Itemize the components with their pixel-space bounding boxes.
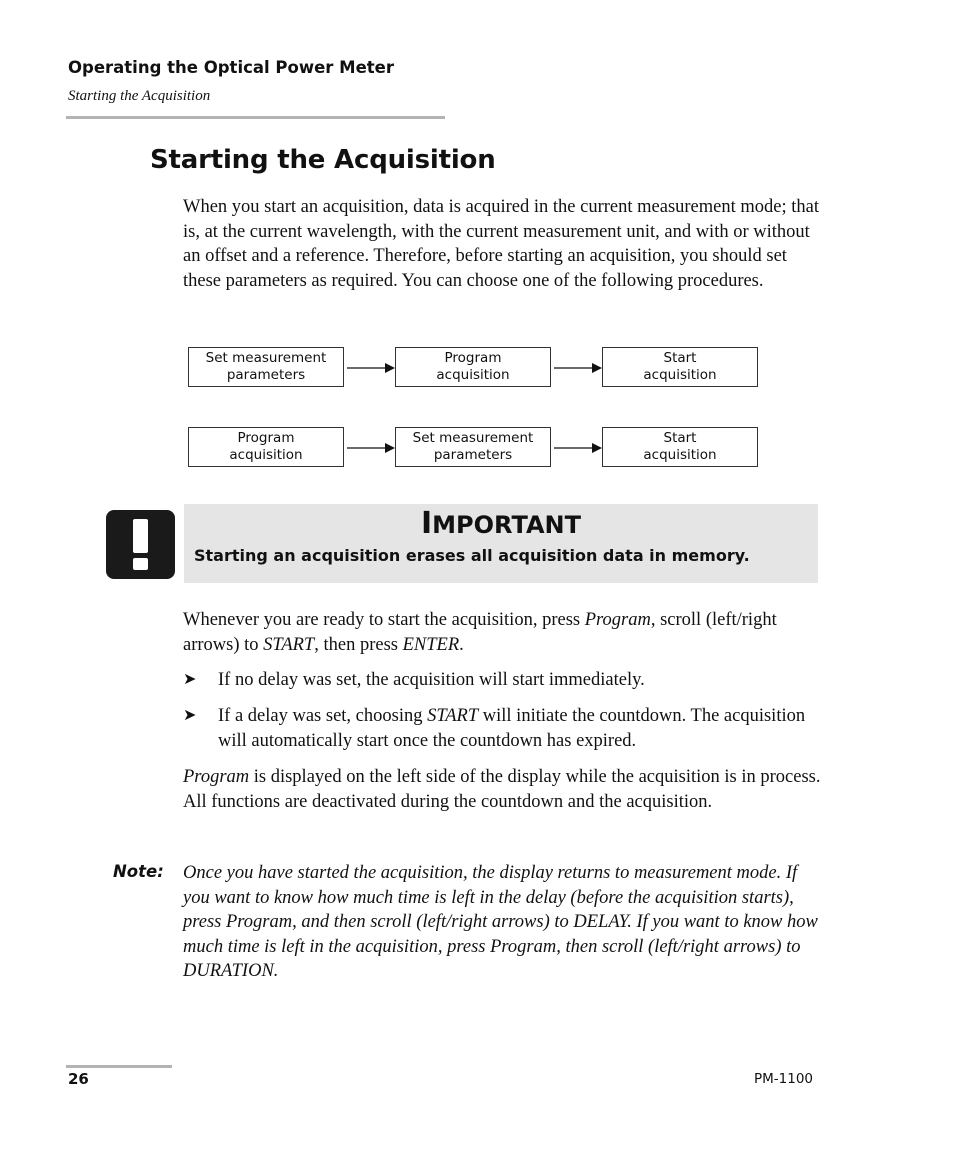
note-label: Note: <box>113 862 164 881</box>
note-text: Once you have started the acquisition, the display returns to measurement mode. If you want to know how much time is left in the delay (before the acquisition starts), press Program, and then scroll (left/right arrows) to DELAY. If you want to know how much time is left in the acquisition, press Program, then scroll (left/right arrows) to DURATION. <box>183 863 818 981</box>
arrow-bullet-icon: ➤ <box>183 671 197 688</box>
footer-rule <box>66 1065 172 1068</box>
important-title: IMPORTANT <box>421 506 581 541</box>
flow-box-set-measurement-parameters: Set measurement parameters <box>188 347 344 387</box>
flow-box-program-acquisition: Program acquisition <box>188 427 344 467</box>
important-callout <box>184 504 818 583</box>
intro-paragraph: When you start an acquisition, data is acquired in the current measurement mode; that is, at the current wavelength, with the current measurement unit, and with or without an offset and a reference. Therefore, before starting an acquisition, you should set these parameters as required. You can choose one of the following procedures. <box>183 197 819 291</box>
flow-arrow <box>554 362 602 374</box>
flow-box-program-acquisition: Program acquisition <box>395 347 551 387</box>
important-text: Starting an acquisition erases all acquisition data in memory. <box>194 546 750 565</box>
flow-arrow <box>554 442 602 454</box>
start-instructions-paragraph: Whenever you are ready to start the acquisition, press Program, scroll (left/right arrows) to START, then press ENTER. <box>183 610 777 655</box>
running-header-chapter: Operating the Optical Power Meter <box>68 58 394 77</box>
flow-box-start-acquisition: Start acquisition <box>602 427 758 467</box>
running-header-section: Starting the Acquisition <box>68 88 211 104</box>
flow-box-set-measurement-parameters: Set measurement parameters <box>395 427 551 467</box>
section-title: Starting the Acquisition <box>150 145 496 175</box>
arrow-bullet-icon: ➤ <box>183 707 197 724</box>
product-code: PM-1100 <box>754 1071 814 1087</box>
program-display-paragraph: Program is displayed on the left side of the display while the acquisition is in process. All functions are deactivated during the countdown and the acquisition. <box>183 767 821 812</box>
flow-arrow <box>347 362 395 374</box>
exclamation-icon <box>106 510 175 579</box>
page-number: 26 <box>68 1070 89 1088</box>
flow-box-start-acquisition: Start acquisition <box>602 347 758 387</box>
flow-arrow <box>347 442 395 454</box>
header-rule <box>66 116 445 119</box>
